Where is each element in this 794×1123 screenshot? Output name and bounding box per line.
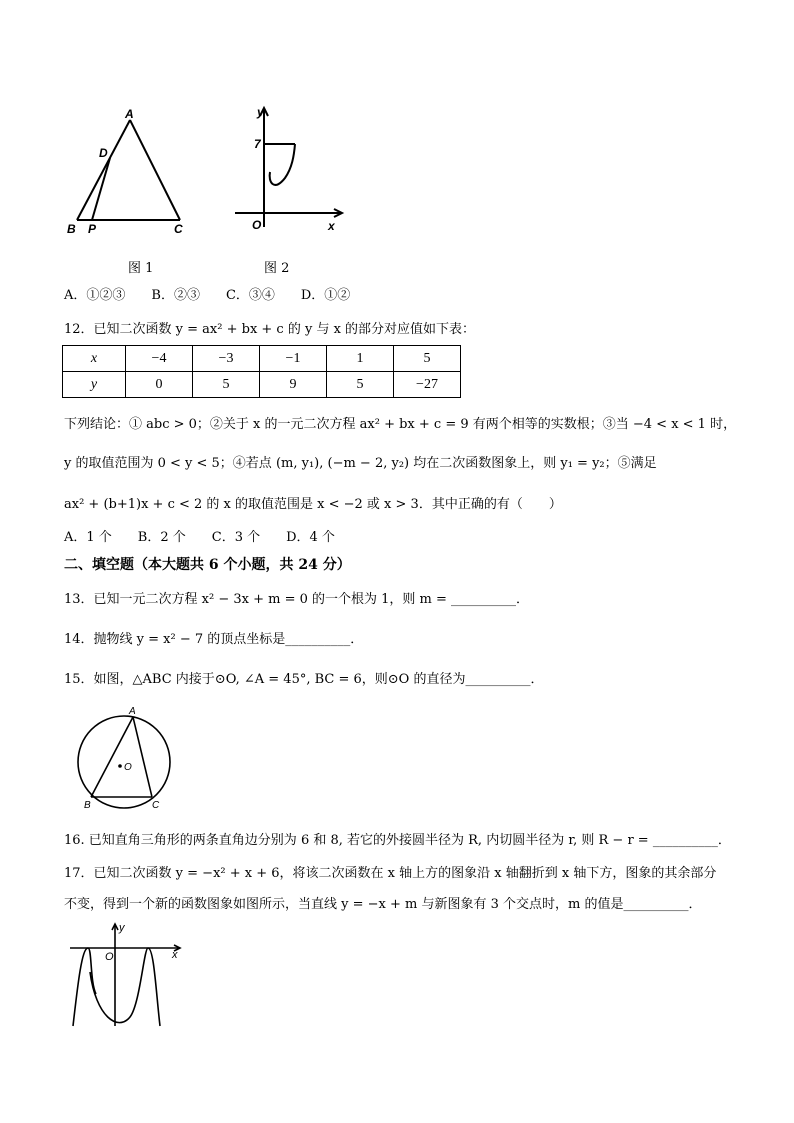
x-axis-label: x bbox=[328, 219, 335, 233]
table-row bbox=[63, 372, 461, 398]
point-c-label: C bbox=[152, 800, 160, 811]
table-cell: 5 bbox=[327, 372, 394, 398]
point-c-label: C bbox=[174, 222, 183, 236]
q12-line-1: 下列结论：① abc > 0；②关于 x 的一元二次方程 ax² + bx + c = 9 有两个相等的实数根；③当 −4 < x < 1 时， bbox=[64, 417, 737, 432]
table-cell: −1 bbox=[260, 346, 327, 372]
table-cell: x bbox=[63, 346, 126, 372]
table-cell: −4 bbox=[126, 346, 193, 372]
q12-line-3: ax² + (b+1)x + c < 2 的 x 的取值范围是 x < −2 或 x > 3．其中正确的有（ ） bbox=[64, 497, 562, 512]
figure-17-graph bbox=[68, 922, 183, 1034]
point-d-label: D bbox=[99, 146, 108, 160]
section-heading: 二、填空题（本大题共 6 个小题，共 24 分） bbox=[64, 557, 351, 573]
point-a-label: A bbox=[125, 107, 134, 121]
q13: 13．已知一元二次方程 x² − 3x + m = 0 的一个根为 1，则 m = __________． bbox=[64, 592, 530, 607]
figure-15-circle bbox=[74, 704, 174, 812]
point-p-label: P bbox=[88, 222, 97, 236]
table-cell: 5 bbox=[394, 346, 461, 372]
q11-choices: A．①②③ B．②③ C．③④ D．①② bbox=[64, 288, 351, 303]
table-cell: 1 bbox=[327, 346, 394, 372]
x-axis-label: x bbox=[172, 949, 178, 961]
origin-label: O bbox=[105, 951, 114, 963]
table-cell: 9 bbox=[260, 372, 327, 398]
table-cell: −27 bbox=[394, 372, 461, 398]
table-cell: 5 bbox=[193, 372, 260, 398]
point-b-label: B bbox=[67, 222, 76, 236]
figure-1-caption: 图 1 bbox=[128, 261, 154, 276]
seven-label: 7 bbox=[254, 137, 261, 151]
y-axis-label: y bbox=[119, 922, 125, 934]
figure-2-graph bbox=[230, 102, 350, 237]
q17-line-2: 不变，得到一个新的函数图象如图所示，当直线 y = −x + m 与新图象有 3 个交点时，m 的值是__________． bbox=[64, 897, 702, 912]
q12-line-2: y 的取值范围为 0 < y < 5；④若点 (m, y₁), (−m − 2, y₂) 均在二次函数图象上，则 y₁ = y₂；⑤满足 bbox=[64, 456, 657, 471]
figure-2-caption: 图 2 bbox=[264, 261, 290, 276]
value-table bbox=[62, 345, 461, 398]
q12-choices: A．1 个 B．2 个 C．3 个 D．4 个 bbox=[64, 530, 335, 545]
q15: 15．如图，△ABC 内接于⊙O, ∠A = 45°, BC = 6，则⊙O 的直径为__________． bbox=[64, 672, 544, 687]
q14: 14．抛物线 y = x² − 7 的顶点坐标是__________． bbox=[64, 632, 364, 647]
y-axis-label: y bbox=[257, 105, 264, 119]
point-a-label: A bbox=[129, 706, 136, 717]
q12-stem: 12．已知二次函数 y = ax² + bx + c 的 y 与 x 的部分对应值如下表： bbox=[64, 322, 476, 337]
figure-1-triangle bbox=[64, 105, 194, 240]
table-cell: −3 bbox=[193, 346, 260, 372]
origin-label: O bbox=[252, 218, 262, 232]
table-row bbox=[63, 346, 461, 372]
q17-line-1: 17．已知二次函数 y = −x² + x + 6，将该二次函数在 x 轴上方的图象沿 x 轴翻折到 x 轴下方，图象的其余部分 bbox=[64, 866, 717, 881]
center-o-label: O bbox=[124, 762, 132, 773]
table-cell: y bbox=[63, 372, 126, 398]
point-b-label: B bbox=[84, 800, 91, 811]
table-cell: 0 bbox=[126, 372, 193, 398]
q16: 16. 已知直角三角形的两条直角边分别为 6 和 8, 若它的外接圆半径为 R, 内切圆半径为 r, 则 R − r = __________． bbox=[64, 833, 731, 848]
